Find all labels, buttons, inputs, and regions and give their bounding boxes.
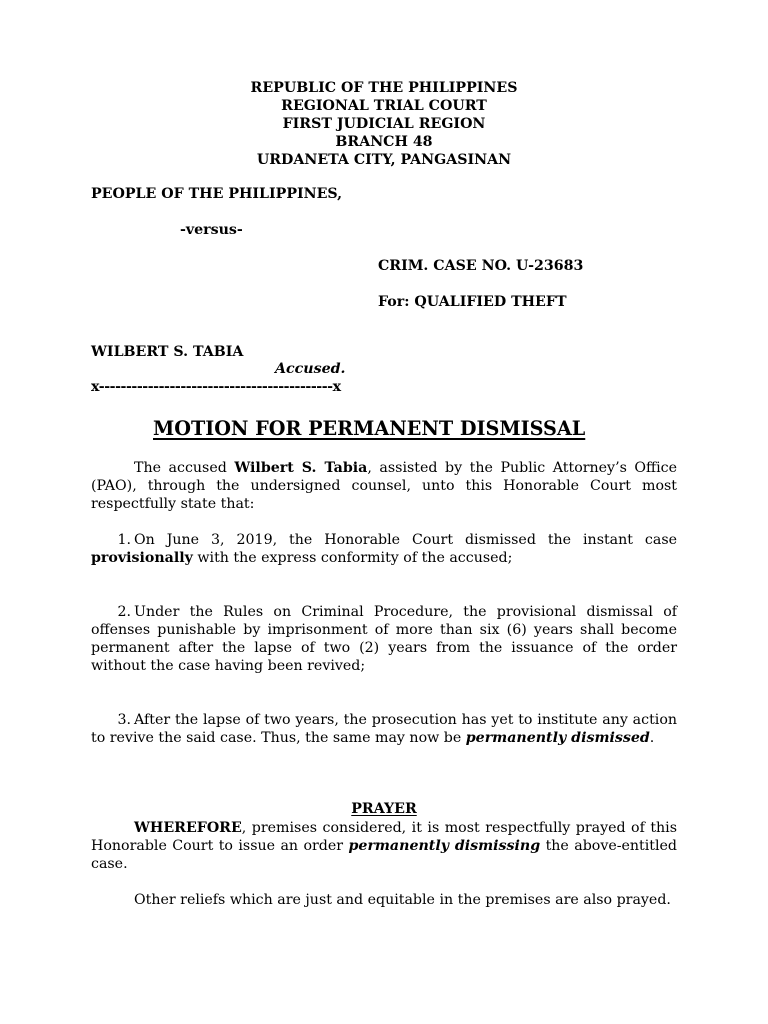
emphasis-permanently-dismissing: permanently dismissing xyxy=(348,838,541,854)
court-header-region: FIRST JUDICIAL REGION xyxy=(282,116,486,132)
document-title: MOTION FOR PERMANENT DISMISSAL xyxy=(153,417,586,440)
accused-name-inline: Wilbert S. Tabia xyxy=(234,460,368,476)
caption-separator: x-------------------------------------------x xyxy=(91,379,341,395)
other-reliefs-text: Other reliefs which are just and equitable in the premises are also prayed. xyxy=(134,892,671,908)
intro-paragraph xyxy=(91,459,677,513)
paragraph-text: Under the Rules on Criminal Procedure, the provisional dismissal of offenses punishable by imprisonment of more than six (6) years shall become permanent after the lapse of two (2) years from the issuance of the order without the case having been revived; xyxy=(91,604,677,674)
versus-label: -versus- xyxy=(180,222,243,238)
prayer-text-start: , premises considered, it is most respectfully prayed of this Honorable Court to issue an order xyxy=(91,820,677,854)
court-header-republic: REPUBLIC OF THE PHILIPPINES xyxy=(250,80,518,96)
paragraph-text-start: On June 3, 2019, the Honorable Court dismissed the instant case xyxy=(134,532,677,548)
intro-text-start: The accused xyxy=(134,460,235,476)
paragraph-number: 1. xyxy=(117,532,131,548)
paragraph-text-end: . xyxy=(649,730,655,746)
case-offense: For: QUALIFIED THEFT xyxy=(378,294,567,310)
paragraph-text-end: with the express conformity of the accused; xyxy=(192,550,513,566)
accused-label: Accused. xyxy=(275,361,346,377)
prayer-text-end: the above-entitled case. xyxy=(91,838,678,872)
other-reliefs-paragraph xyxy=(91,891,677,909)
numbered-paragraph-3 xyxy=(91,711,677,747)
paragraph-text-start: After the lapse of two years, the prosecution has yet to institute any action to revive the said case. Thus, the same may now be xyxy=(91,712,677,746)
accused-name: WILBERT S. TABIA xyxy=(91,344,244,360)
numbered-paragraph-2 xyxy=(91,603,677,675)
paragraph-number: 3. xyxy=(117,712,131,728)
court-header-rtc: REGIONAL TRIAL COURT xyxy=(281,98,487,114)
case-number: CRIM. CASE NO. U-23683 xyxy=(378,258,584,274)
emphasis-provisionally: provisionally xyxy=(91,550,193,566)
intro-text-end: , assisted by the Public Attorney’s Office (PAO), through the undersigned counsel, unto this Honorable Court most respectfully state that: xyxy=(91,460,678,512)
court-header-branch: BRANCH 48 xyxy=(335,134,433,150)
wherefore-label: WHEREFORE xyxy=(134,820,242,836)
prayer-heading: PRAYER xyxy=(351,801,417,817)
emphasis-permanently-dismissed: permanently dismissed xyxy=(465,730,650,746)
prayer-paragraph xyxy=(91,819,677,873)
court-header-city: URDANETA CITY, PANGASINAN xyxy=(256,152,512,168)
paragraph-number: 2. xyxy=(117,604,131,620)
numbered-paragraph-1 xyxy=(91,531,677,567)
plaintiff-name: PEOPLE OF THE PHILIPPINES, xyxy=(91,186,343,202)
